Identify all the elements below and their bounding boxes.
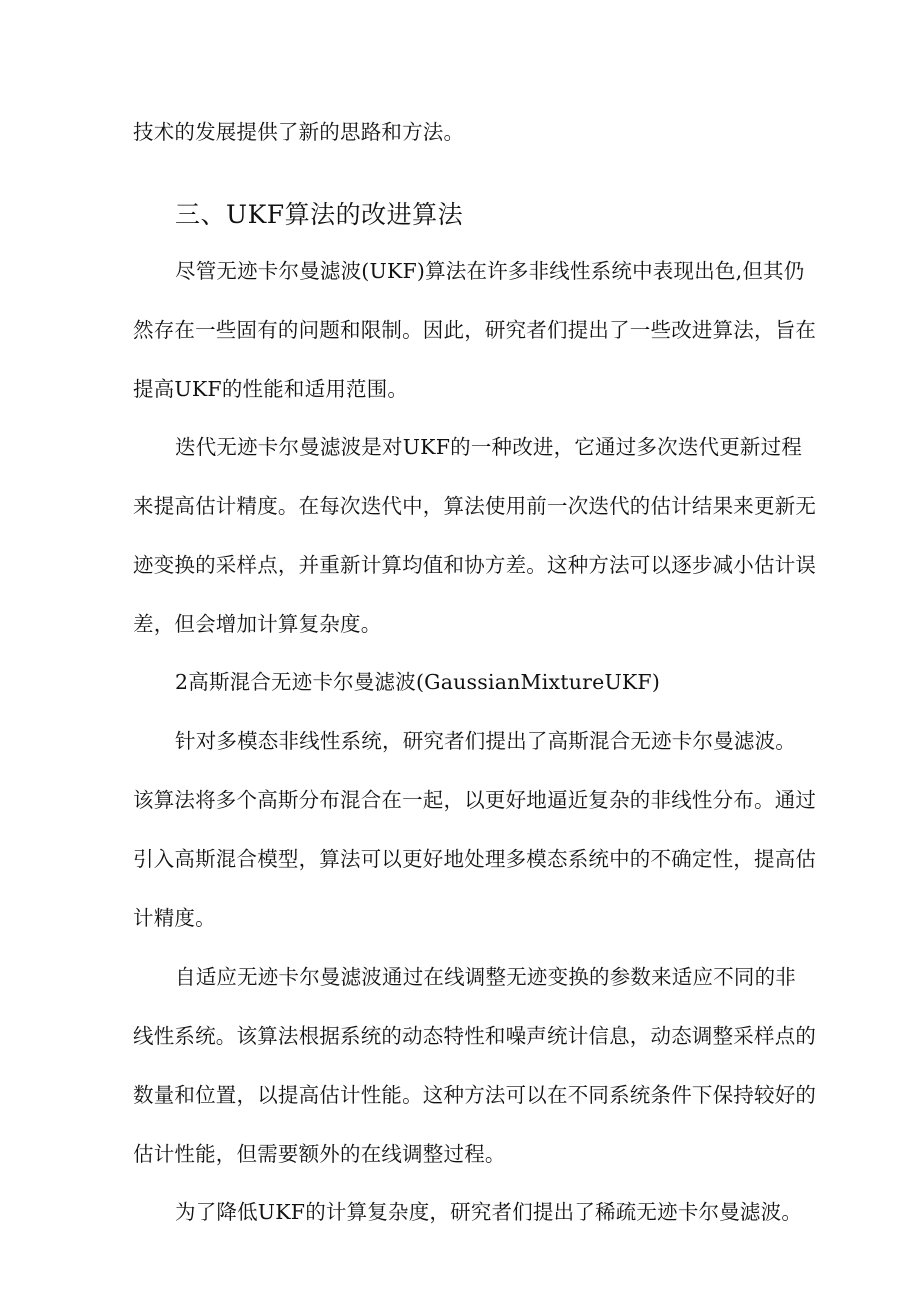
paragraph-line: 然存在一些固有的问题和限制。因此，研究者们提出了一些改进算法，旨在 [133, 318, 817, 342]
paragraph-line: 为了降低UKF的计算复杂度，研究者们提出了稀疏无迹卡尔曼滤波。 [175, 1200, 803, 1224]
paragraph-line: 迭代无迹卡尔曼滤波是对UKF的一种改进，它通过多次迭代更新过程 [175, 435, 803, 459]
paragraph-line: 技术的发展提供了新的思路和方法。 [133, 120, 465, 144]
paragraph-line: 自适应无迹卡尔曼滤波通过在线调整无迹变换的参数来适应不同的非 [175, 965, 796, 989]
paragraph-line: 提高UKF的性能和适用范围。 [133, 377, 409, 401]
paragraph-line: 差，但会增加计算复杂度。 [133, 612, 382, 636]
section-heading: 三、UKF算法的改进算法 [175, 200, 464, 229]
subsection-heading: 2高斯混合无迹卡尔曼滤波(GaussianMixtureUKF) [175, 670, 661, 694]
paragraph-line: 来提高估计精度。在每次迭代中，算法使用前一次迭代的估计结果来更新无 [133, 494, 817, 518]
paragraph-line: 迹变换的采样点，并重新计算均值和协方差。这种方法可以逐步减小估计误 [133, 553, 817, 577]
paragraph-line: 尽管无迹卡尔曼滤波(UKF)算法在许多非线性系统中表现出色,但其仍 [175, 259, 805, 283]
paragraph-line: 线性系统。该算法根据系统的动态特性和噪声统计信息，动态调整采样点的 [133, 1024, 817, 1048]
paragraph-line: 该算法将多个高斯分布混合在一起，以更好地逼近复杂的非线性分布。通过 [133, 788, 817, 812]
paragraph-line: 数量和位置，以提高估计性能。这种方法可以在不同系统条件下保持较好的 [133, 1083, 817, 1107]
paragraph-line: 引入高斯混合模型，算法可以更好地处理多模态系统中的不确定性，提高估 [133, 847, 817, 871]
paragraph-line: 针对多模态非线性系统，研究者们提出了高斯混合无迹卡尔曼滤波。 [175, 729, 796, 753]
paragraph-line: 估计性能，但需要额外的在线调整过程。 [133, 1142, 506, 1166]
paragraph-line: 计精度。 [133, 906, 216, 930]
